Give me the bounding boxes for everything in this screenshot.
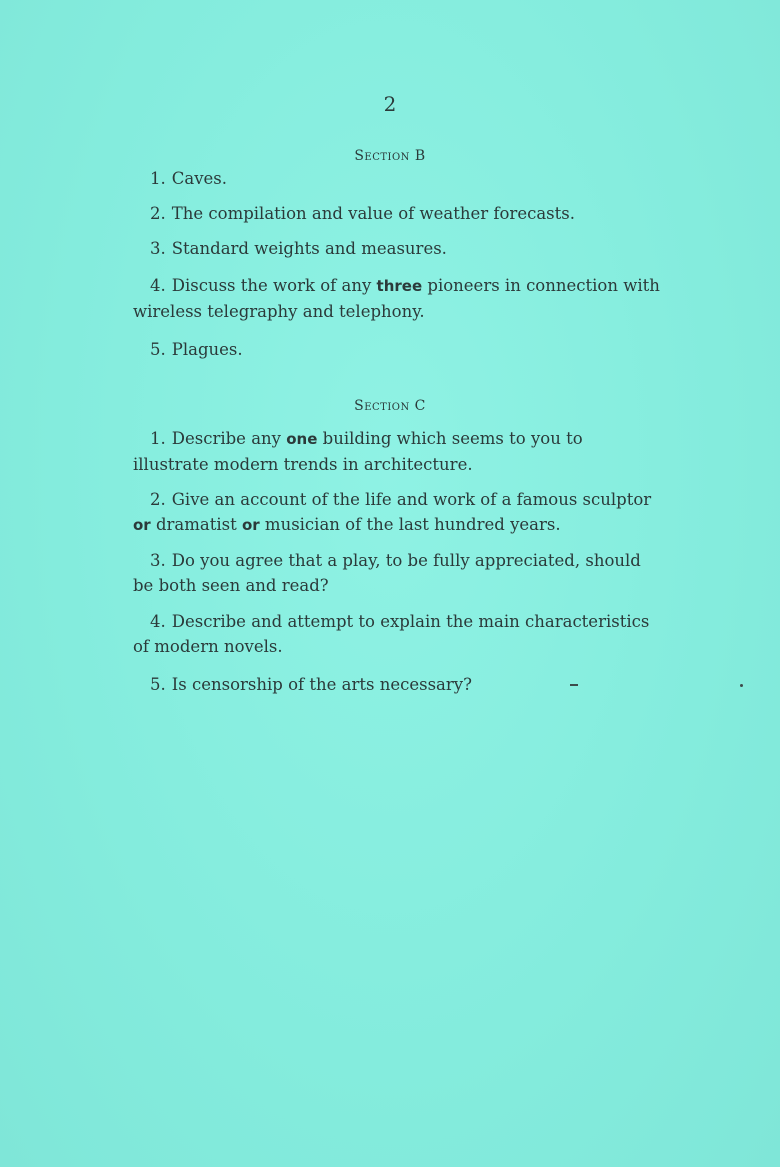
section-c-question-4: 4. Describe and attempt to explain the main characteristics of modern novels. bbox=[133, 612, 650, 656]
section-c-question-2: 2. Give an account of the life and work of a famous sculptor or dramatist or musician of the last hundred years. bbox=[133, 490, 652, 534]
section-b-question-5: 5. Plagues. bbox=[150, 340, 243, 359]
section-c-question-5: 5. Is censorship of the arts necessary? bbox=[150, 675, 472, 694]
section-b-question-3: 3. Standard weights and measures. bbox=[150, 239, 447, 258]
section-c-question-1: 1. Describe any one building which seems to you to illustrate modern trends in architecture. bbox=[133, 429, 583, 474]
ink-speck bbox=[740, 684, 743, 687]
ink-speck bbox=[570, 684, 578, 686]
section-b-question-2: 2. The compilation and value of weather forecasts. bbox=[150, 204, 575, 223]
section-b-question-1: 1. Caves. bbox=[150, 169, 228, 188]
section-c-heading: Section C bbox=[354, 398, 426, 414]
page-number: 2 bbox=[383, 92, 397, 116]
section-b-heading: Section B bbox=[354, 148, 426, 164]
section-c-question-3: 3. Do you agree that a play, to be fully appreciated, should be both seen and read? bbox=[133, 551, 641, 595]
section-b-question-4: 4. Discuss the work of any three pioneers in connection with wireless telegraphy and telephony. bbox=[133, 276, 660, 321]
